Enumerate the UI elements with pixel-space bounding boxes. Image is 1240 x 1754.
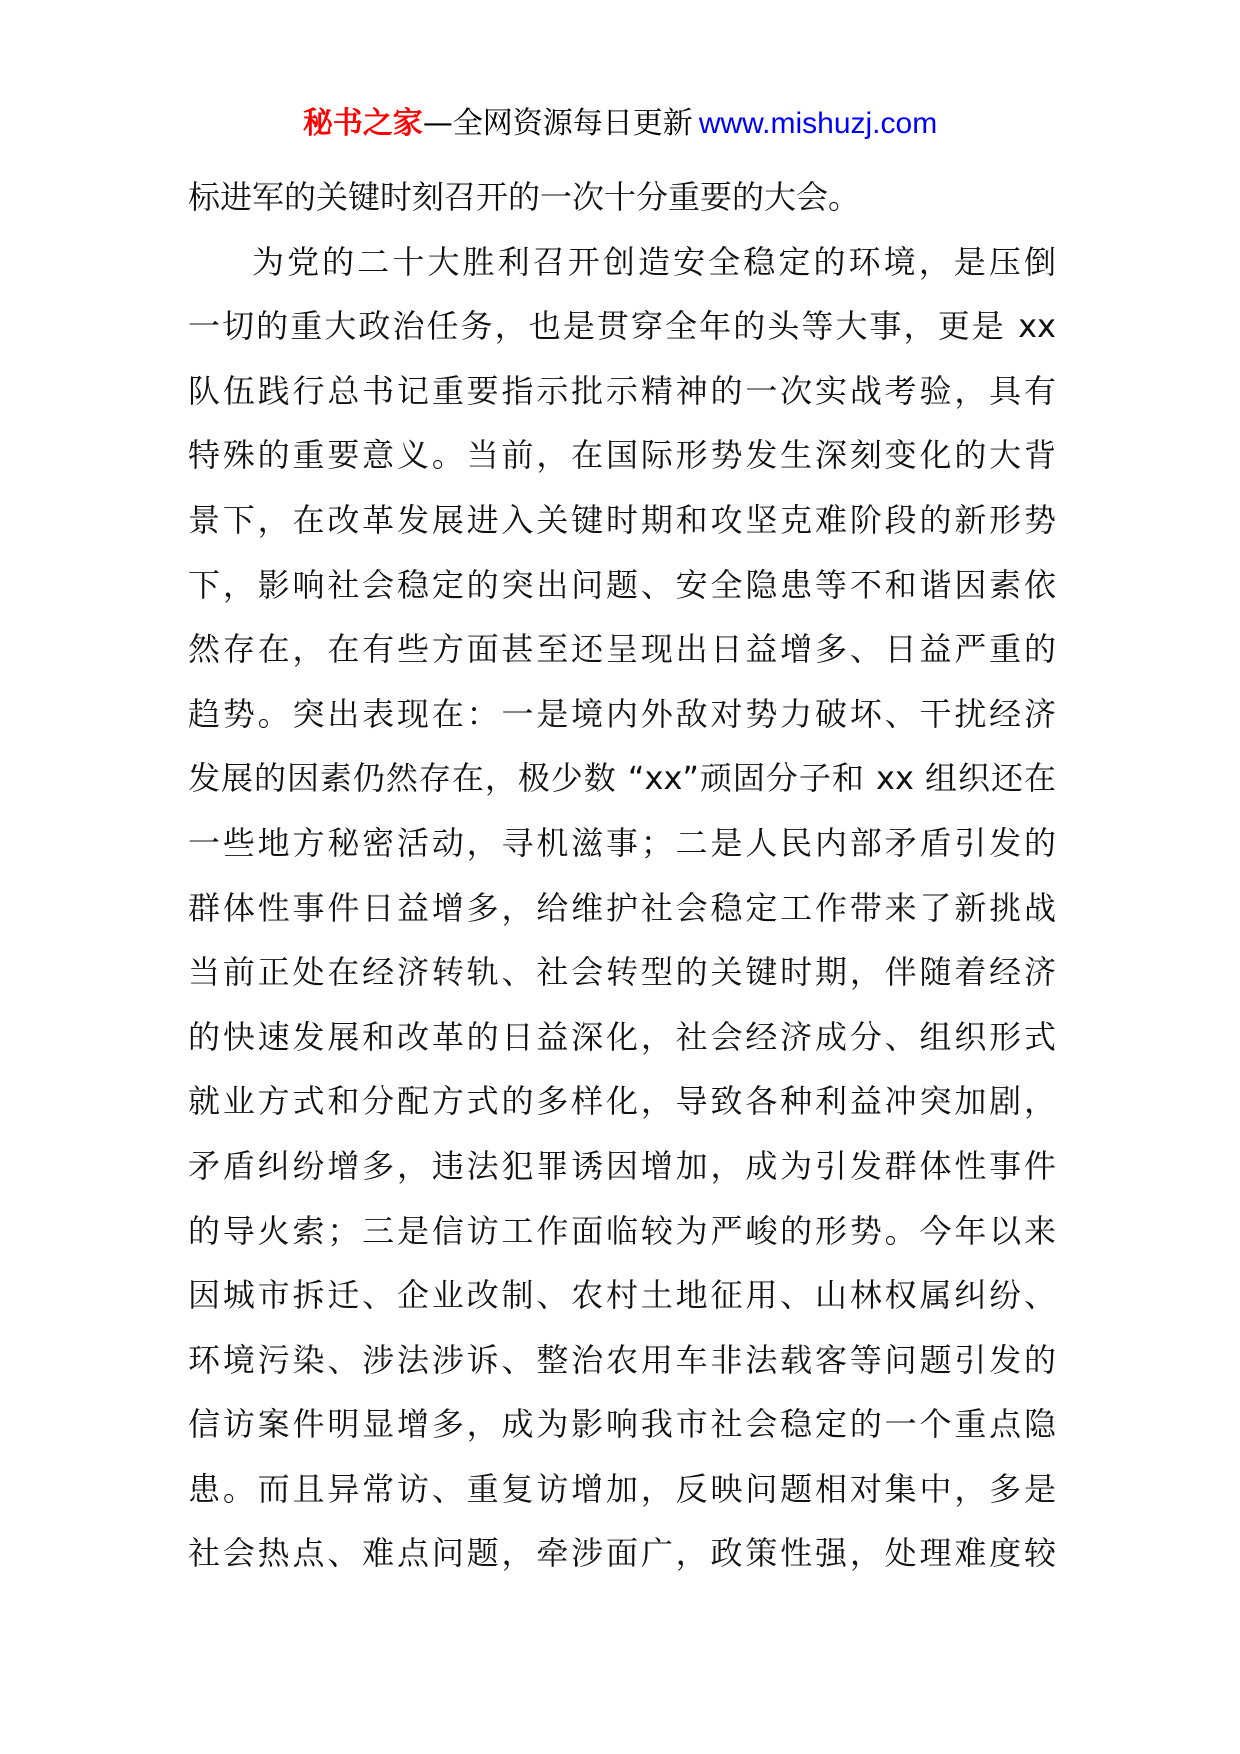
text-line: 一切的重大政治任务，也是贯穿全年的头等大事，更是 xx <box>188 307 1056 346</box>
text-line: 趋势。突出表现在：一是境内外敌对势力破坏、干扰经济 <box>188 694 1056 733</box>
text-line: 景下，在改革发展进入关键时期和攻坚克难阶段的新形势 <box>188 500 1056 539</box>
text-line: 为党的二十大胜利召开创造安全稳定的环境，是压倒 <box>252 242 1056 281</box>
text-line: 就业方式和分配方式的多样化，导致各种利益冲突加剧， <box>188 1082 1056 1121</box>
text-line: 发展的因素仍然存在，极少数 “xx”顽固分子和 xx 组织还在 <box>188 759 1056 798</box>
site-tagline: —全网资源每日更新 <box>422 106 693 141</box>
text-line: 的快速发展和改革的日益深化，社会经济成分、组织形式 <box>188 1017 1056 1056</box>
text-line: 因城市拆迁、企业改制、农村土地征用、山林权属纠纷、 <box>188 1276 1056 1315</box>
text-line: 的导火索；三是信访工作面临较为严峻的形势。今年以来 <box>188 1211 1056 1250</box>
site-name: 秘书之家 <box>302 106 423 141</box>
text-line: 环境污染、涉法涉诉、整治农用车非法载客等问题引发的 <box>188 1340 1056 1379</box>
site-url-link[interactable]: www.mishuzj.com <box>698 107 938 140</box>
text-line: 当前正处在经济转轨、社会转型的关键时期，伴随着经济 <box>188 953 1056 992</box>
text-line: 矛盾纠纷增多，违法犯罪诱因增加，成为引发群体性事件 <box>188 1146 1056 1185</box>
page-header <box>0 100 1240 148</box>
text-line: 特殊的重要意义。当前，在国际形势发生深刻变化的大背 <box>188 436 1056 475</box>
text-line: 然存在，在有些方面甚至还呈现出日益增多、日益严重的 <box>188 630 1056 669</box>
document-body <box>188 165 1056 1586</box>
text-line: 下，影响社会稳定的突出问题、安全隐患等不和谐因素依 <box>188 565 1056 604</box>
text-line: 社会热点、难点问题，牵涉面广，政策性强，处理难度较 <box>188 1534 1056 1573</box>
text-line: 队伍践行总书记重要指示批示精神的一次实战考验，具有 <box>188 371 1056 410</box>
text-line: 标进军的关键时刻召开的一次十分重要的大会。 <box>188 178 861 216</box>
text-line: 一些地方秘密活动，寻机滋事；二是人民内部矛盾引发的 <box>188 823 1056 862</box>
text-line: 信访案件明显增多，成为影响我市社会稳定的一个重点隐 <box>188 1405 1056 1444</box>
text-line: 群体性事件日益增多，给维护社会稳定工作带来了新挑战 <box>188 888 1056 927</box>
text-line: 患。而且异常访、重复访增加，反映问题相对集中，多是 <box>188 1469 1056 1508</box>
